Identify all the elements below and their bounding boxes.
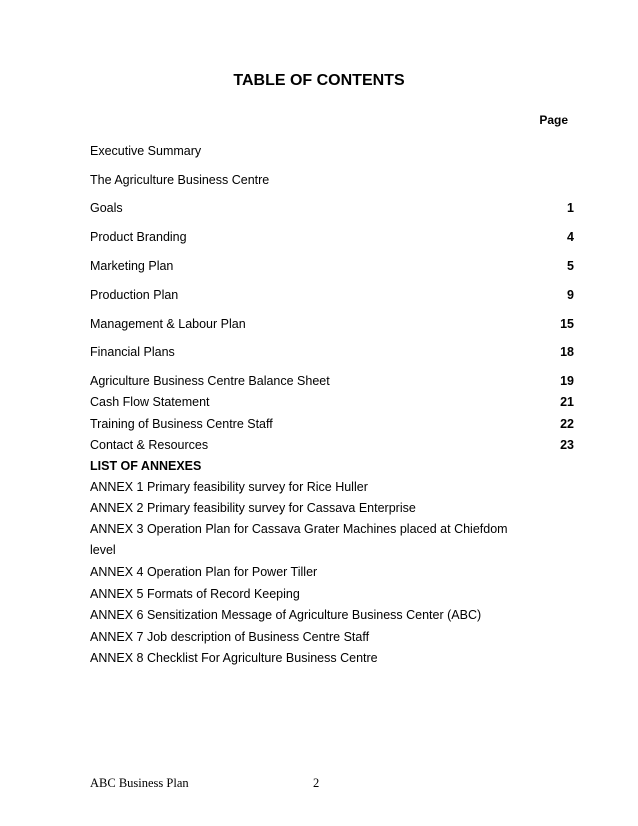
- toc-entry-page: 23: [560, 438, 574, 452]
- annex-item: ANNEX 3 Operation Plan for Cassava Grater Machines placed at Chiefdom level: [90, 522, 508, 557]
- page-column-label: Page: [539, 113, 568, 127]
- toc-entry-page: 9: [567, 288, 574, 302]
- toc-entry: [90, 287, 574, 303]
- toc-entry-page: 18: [560, 345, 574, 359]
- toc-entry-label: Goals: [90, 201, 123, 215]
- toc-entry: [90, 394, 574, 410]
- toc-entry-label: Executive Summary: [90, 144, 202, 158]
- annexes-heading: LIST OF ANNEXES: [90, 459, 202, 473]
- toc-entry: [90, 200, 574, 216]
- toc-entry-label: Agriculture Business Centre Balance Sheet: [90, 374, 330, 388]
- toc-entry: [90, 416, 574, 432]
- footer-document-name: ABC Business Plan: [90, 776, 189, 790]
- annex-item: ANNEX 6 Sensitization Message of Agriculture Business Center (ABC): [90, 608, 482, 622]
- toc-entry-page: 1: [567, 201, 574, 215]
- toc-entry-label: Production Plan: [90, 288, 179, 302]
- footer-page-number: 2: [313, 776, 320, 790]
- toc-entry-label: Product Branding: [90, 230, 187, 244]
- toc-entry: [90, 229, 574, 245]
- toc-entry: [90, 316, 574, 332]
- toc-entry-page: 19: [560, 374, 574, 388]
- toc-entry-page: 21: [560, 395, 574, 409]
- toc-entry: [90, 437, 574, 453]
- toc-entry: [90, 143, 574, 159]
- page-title: TABLE OF CONTENTS: [233, 72, 405, 89]
- annex-item: ANNEX 4 Operation Plan for Power Tiller: [90, 565, 318, 579]
- toc-entry: [90, 344, 574, 360]
- annex-item: ANNEX 1 Primary feasibility survey for Rice Huller: [90, 480, 368, 494]
- toc-entry-page: 5: [567, 259, 574, 273]
- toc-entry-label: Management & Labour Plan: [90, 317, 246, 331]
- toc-entry: [90, 172, 574, 188]
- toc-entry-label: Contact & Resources: [90, 438, 209, 452]
- annex-item: ANNEX 5 Formats of Record Keeping: [90, 587, 300, 601]
- toc-entry-label: Training of Business Centre Staff: [90, 417, 273, 431]
- toc-entry-label: Cash Flow Statement: [90, 395, 210, 409]
- toc-entry-page: 15: [560, 317, 574, 331]
- toc-entry-page: 22: [560, 417, 574, 431]
- annex-item: ANNEX 8 Checklist For Agriculture Business Centre: [90, 651, 378, 665]
- toc-entry: [90, 373, 574, 389]
- toc-entry-label: The Agriculture Business Centre: [90, 173, 270, 187]
- toc-entry-label: Marketing Plan: [90, 259, 174, 273]
- annex-item: ANNEX 2 Primary feasibility survey for Cassava Enterprise: [90, 501, 416, 515]
- annex-item: ANNEX 7 Job description of Business Centre Staff: [90, 630, 370, 644]
- toc-entry-label: Financial Plans: [90, 345, 175, 359]
- toc-entry-page: 4: [567, 230, 574, 244]
- toc-entry: [90, 258, 574, 274]
